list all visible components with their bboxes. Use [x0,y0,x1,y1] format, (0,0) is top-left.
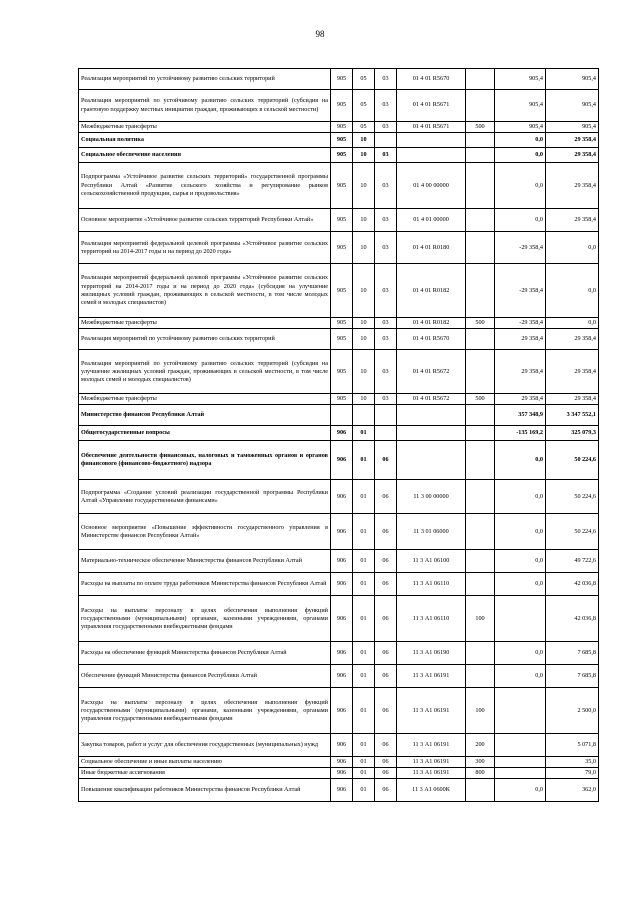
row-vr-cell [466,550,495,573]
row-vr-cell [466,148,495,163]
row-vr-cell [466,573,495,596]
row-vr-cell [466,779,495,802]
row-vr-cell [466,90,495,122]
row-name-cell: Обеспечение функций Министерства финансов Республики Алтай [79,665,331,688]
row-sum-total-cell: 29 358,4 [546,209,599,232]
row-name-cell: Реализация мероприятий по устойчивому развитию сельских территорий [79,69,331,90]
row-rz-cell: 01 [353,573,375,596]
row-name-cell: Расходы на выплаты персоналу в целях обеспечения выполнения функций государственными (муниципальными) органами, казенными учреждениями, органами управления государственными внебюджетными фондами [79,688,331,734]
row-vr-cell: 100 [466,596,495,642]
row-sum-total-cell: 42 036,8 [546,573,599,596]
row-csr-cell: 11 3 А1 0600К [397,779,466,802]
row-csr-cell: 11 3 А1 06100 [397,550,466,573]
row-name-cell: Материально-техническое обеспечение Министерства финансов Республики Алтай [79,550,331,573]
row-vr-cell [466,264,495,318]
budget-table [78,68,599,802]
row-name-cell: Расходы на выплаты по оплате труда работников Министерства финансов Республики Алтай [79,573,331,596]
row-pr-cell [375,133,397,148]
row-name-cell: Иные бюджетные ассигнования [79,768,331,779]
row-rz-cell: 01 [353,665,375,688]
row-rz-cell: 01 [353,734,375,757]
row-name-cell: Реализация мероприятий федеральной целевой программы «Устойчивое развитие сельских территорий на 2014-2017 годы и на период до 2020 года» (субсидия на улучшение жилищных условий граждан, проживающих в сельской местности, в том числе молодых семей и молодых специалистов) [79,264,331,318]
row-sum-total-cell: 29 358,4 [546,148,599,163]
row-name-cell: Реализация мероприятий федеральной целевой программы «Устойчивое развитие сельских территорий на 2014-2017 годы и на период до 2020 года» [79,232,331,264]
table-row [79,688,599,734]
table-row [79,69,599,90]
row-rz-cell: 01 [353,688,375,734]
row-ved-cell: 906 [331,688,353,734]
row-ved-cell: 905 [331,232,353,264]
row-vr-cell [466,480,495,514]
row-vr-cell: 800 [466,768,495,779]
row-sum-total-cell: 35,0 [546,757,599,768]
row-pr-cell: 06 [375,480,397,514]
row-sum-change-cell: 0,0 [495,133,546,148]
row-sum-total-cell: 5 071,8 [546,734,599,757]
row-vr-cell [466,426,495,441]
row-ved-cell: 906 [331,514,353,550]
row-rz-cell: 01 [353,757,375,768]
row-ved-cell: 905 [331,394,353,405]
row-sum-total-cell: 29 358,4 [546,394,599,405]
row-csr-cell: 11 3 А1 06191 [397,768,466,779]
table-row [79,426,599,441]
row-sum-total-cell: 29 358,4 [546,329,599,350]
row-rz-cell: 01 [353,480,375,514]
table-row [79,642,599,665]
row-ved-cell: 906 [331,757,353,768]
row-rz-cell: 01 [353,642,375,665]
row-pr-cell: 06 [375,665,397,688]
row-sum-change-cell: 29 358,4 [495,394,546,405]
row-pr-cell: 03 [375,122,397,133]
row-name-cell: Реализация мероприятий по устойчивому развитию сельских территорий (субсидия на грантовую поддержку местных инициатив граждан, проживающих в сельской местности) [79,90,331,122]
row-ved-cell: 906 [331,441,353,480]
table-row [79,264,599,318]
row-pr-cell: 06 [375,642,397,665]
row-vr-cell: 500 [466,394,495,405]
row-csr-cell: 01 4 01 R5671 [397,90,466,122]
row-ved-cell: 905 [331,122,353,133]
row-ved-cell: 906 [331,573,353,596]
row-csr-cell: 11 3 01 06000 [397,514,466,550]
row-pr-cell: 03 [375,318,397,329]
row-pr-cell: 06 [375,596,397,642]
row-pr-cell [375,426,397,441]
table-row [79,734,599,757]
row-sum-change-cell: 905,4 [495,122,546,133]
row-rz-cell: 10 [353,318,375,329]
row-vr-cell [466,232,495,264]
row-name-cell: Министерство финансов Республики Алтай [79,405,331,426]
row-csr-cell [397,148,466,163]
row-rz-cell: 10 [353,148,375,163]
row-vr-cell: 500 [466,318,495,329]
row-rz-cell: 01 [353,768,375,779]
table-row [79,350,599,394]
table-row [79,757,599,768]
row-pr-cell: 06 [375,514,397,550]
row-sum-total-cell: 905,4 [546,122,599,133]
row-csr-cell [397,426,466,441]
row-name-cell: Социальное обеспечение и иные выплаты населению [79,757,331,768]
row-rz-cell: 01 [353,596,375,642]
row-rz-cell: 01 [353,441,375,480]
row-vr-cell [466,133,495,148]
table-row [79,550,599,573]
row-rz-cell: 10 [353,264,375,318]
row-name-cell: Межбюджетные трансферты [79,318,331,329]
row-pr-cell: 03 [375,264,397,318]
table-row [79,133,599,148]
row-csr-cell: 01 4 01 R0182 [397,318,466,329]
row-csr-cell: 01 4 01 R0180 [397,232,466,264]
row-pr-cell: 06 [375,573,397,596]
row-name-cell: Подпрограмма «Устойчивое развитие сельских территорий» государственной программы Республики Алтай «Развитие сельского хозяйства и регулирование рынков сельскохозяйственной продукции, сырья и продовольствия» [79,163,331,209]
row-ved-cell: 905 [331,133,353,148]
table-row [79,779,599,802]
row-vr-cell [466,642,495,665]
table-row [79,318,599,329]
row-sum-total-cell: 29 358,4 [546,163,599,209]
row-sum-total-cell: 49 722,6 [546,550,599,573]
row-sum-change-cell: 0,0 [495,550,546,573]
row-name-cell: Общегосударственные вопросы [79,426,331,441]
row-pr-cell: 03 [375,350,397,394]
row-pr-cell: 03 [375,209,397,232]
row-sum-change-cell: 0,0 [495,163,546,209]
row-sum-total-cell: 0,0 [546,318,599,329]
row-rz-cell: 10 [353,329,375,350]
table-row [79,122,599,133]
row-vr-cell: 500 [466,122,495,133]
table-row [79,394,599,405]
row-sum-change-cell: 0,0 [495,148,546,163]
row-name-cell: Повышение квалификации работников Министерства финансов Республики Алтай [79,779,331,802]
row-pr-cell: 06 [375,441,397,480]
row-sum-change-cell: 0,0 [495,665,546,688]
row-name-cell: Основное мероприятие «Устойчивое развитие сельских территорий Республики Алтай» [79,209,331,232]
row-ved-cell: 905 [331,209,353,232]
row-sum-change-cell: 0,0 [495,779,546,802]
row-vr-cell [466,665,495,688]
row-sum-total-cell: 7 685,8 [546,642,599,665]
row-pr-cell: 03 [375,69,397,90]
row-rz-cell: 10 [353,163,375,209]
row-sum-change-cell: 0,0 [495,209,546,232]
row-sum-change-cell: 905,4 [495,90,546,122]
row-rz-cell: 10 [353,394,375,405]
row-pr-cell: 06 [375,768,397,779]
row-sum-total-cell: 325 079,3 [546,426,599,441]
row-sum-total-cell: 29 358,4 [546,133,599,148]
row-sum-total-cell: 79,0 [546,768,599,779]
row-pr-cell: 03 [375,163,397,209]
row-sum-change-cell [495,757,546,768]
row-csr-cell: 11 3 А1 06191 [397,734,466,757]
row-sum-change-cell [495,734,546,757]
row-csr-cell [397,405,466,426]
row-vr-cell: 100 [466,688,495,734]
row-csr-cell: 01 4 01 R5672 [397,394,466,405]
row-csr-cell: 01 4 01 R5670 [397,329,466,350]
row-rz-cell [353,405,375,426]
row-sum-change-cell: 0,0 [495,441,546,480]
row-ved-cell: 905 [331,350,353,394]
row-ved-cell: 906 [331,734,353,757]
row-sum-change-cell: 905,4 [495,69,546,90]
row-name-cell: Основное мероприятие «Повышение эффективности государственного управления в Министерстве финансов Республики Алтай» [79,514,331,550]
row-ved-cell: 905 [331,148,353,163]
row-rz-cell: 05 [353,90,375,122]
table-row [79,480,599,514]
row-ved-cell: 905 [331,318,353,329]
table-row [79,329,599,350]
row-pr-cell: 06 [375,734,397,757]
row-sum-change-cell [495,768,546,779]
row-sum-change-cell: -29 358,4 [495,232,546,264]
row-sum-total-cell: 42 036,8 [546,596,599,642]
row-name-cell: Закупка товаров, работ и услуг для обеспечения государственных (муниципальных) нужд [79,734,331,757]
row-vr-cell [466,514,495,550]
row-sum-total-cell: 50 224,6 [546,480,599,514]
row-sum-total-cell: 2 500,0 [546,688,599,734]
row-sum-total-cell: 29 358,4 [546,350,599,394]
row-sum-total-cell: 50 224,6 [546,441,599,480]
row-csr-cell: 11 3 А1 06191 [397,665,466,688]
table-row [79,768,599,779]
table-row [79,514,599,550]
row-pr-cell [375,405,397,426]
row-vr-cell [466,69,495,90]
table-row [79,232,599,264]
row-ved-cell: 905 [331,90,353,122]
table-row [79,665,599,688]
row-ved-cell: 906 [331,768,353,779]
row-name-cell: Социальная политика [79,133,331,148]
table-row [79,573,599,596]
row-sum-total-cell: 3 347 552,1 [546,405,599,426]
row-vr-cell [466,329,495,350]
row-sum-change-cell [495,688,546,734]
row-name-cell: Расходы на выплаты персоналу в целях обеспечения выполнения функций государственными (муниципальными) органами, казенными учреждениями, органами управления государственными внебюджетными фондами [79,596,331,642]
row-name-cell: Межбюджетные трансферты [79,122,331,133]
row-sum-change-cell: 29 358,4 [495,329,546,350]
row-sum-change-cell: 0,0 [495,480,546,514]
row-vr-cell [466,405,495,426]
row-csr-cell: 01 4 00 00000 [397,163,466,209]
row-csr-cell: 11 3 А1 06110 [397,573,466,596]
row-sum-change-cell: 0,0 [495,573,546,596]
row-sum-change-cell: 357 348,9 [495,405,546,426]
row-pr-cell: 06 [375,757,397,768]
row-pr-cell: 06 [375,779,397,802]
row-pr-cell: 06 [375,688,397,734]
row-sum-change-cell: 0,0 [495,514,546,550]
row-ved-cell: 906 [331,550,353,573]
row-ved-cell: 906 [331,596,353,642]
row-rz-cell: 10 [353,209,375,232]
row-ved-cell: 905 [331,264,353,318]
row-name-cell: Подпрограмма «Создание условий реализации государственной программы Республики Алтай «Управление государственными финансами» [79,480,331,514]
row-vr-cell: 300 [466,757,495,768]
row-pr-cell: 03 [375,329,397,350]
row-pr-cell: 03 [375,394,397,405]
row-vr-cell [466,350,495,394]
row-sum-total-cell: 905,4 [546,90,599,122]
row-sum-total-cell: 905,4 [546,69,599,90]
row-name-cell: Реализация мероприятий по устойчивому развитию сельских территорий [79,329,331,350]
row-name-cell: Обеспечение деятельности финансовых, налоговых и таможенных органов и органов финансового (финансово-бюджетного) надзора [79,441,331,480]
row-sum-total-cell: 7 685,8 [546,665,599,688]
row-sum-total-cell: 0,0 [546,264,599,318]
row-pr-cell: 03 [375,232,397,264]
row-ved-cell: 906 [331,665,353,688]
row-sum-change-cell: 0,0 [495,642,546,665]
row-pr-cell: 03 [375,148,397,163]
row-ved-cell: 905 [331,329,353,350]
row-csr-cell: 01 4 01 00000 [397,209,466,232]
row-ved-cell: 905 [331,69,353,90]
row-rz-cell: 05 [353,122,375,133]
row-name-cell: Межбюджетные трансферты [79,394,331,405]
table-row [79,596,599,642]
row-ved-cell [331,405,353,426]
table-row [79,441,599,480]
row-ved-cell: 906 [331,426,353,441]
table-row [79,209,599,232]
row-name-cell: Социальное обеспечение населения [79,148,331,163]
table-row [79,405,599,426]
table-row [79,90,599,122]
row-vr-cell [466,163,495,209]
table-row [79,163,599,209]
row-csr-cell: 01 4 01 R0182 [397,264,466,318]
row-csr-cell: 11 3 А1 06191 [397,688,466,734]
row-pr-cell: 06 [375,550,397,573]
row-vr-cell: 200 [466,734,495,757]
row-csr-cell: 11 3 А1 06191 [397,757,466,768]
row-name-cell: Расходы на обеспечение функций Министерства финансов Республики Алтай [79,642,331,665]
row-rz-cell: 05 [353,69,375,90]
row-ved-cell: 906 [331,779,353,802]
row-sum-change-cell: -29 358,4 [495,318,546,329]
row-csr-cell: 01 4 01 R5671 [397,122,466,133]
row-ved-cell: 906 [331,480,353,514]
row-csr-cell: 11 3 А1 06110 [397,596,466,642]
row-csr-cell: 11 3 А1 06190 [397,642,466,665]
row-rz-cell: 01 [353,514,375,550]
row-sum-total-cell: 0,0 [546,232,599,264]
row-ved-cell: 906 [331,642,353,665]
row-ved-cell: 905 [331,163,353,209]
row-rz-cell: 01 [353,779,375,802]
page-number: 98 [315,29,325,39]
row-csr-cell: 11 3 00 00000 [397,480,466,514]
row-sum-total-cell: 50 224,6 [546,514,599,550]
table-row [79,148,599,163]
row-sum-change-cell: -29 358,4 [495,264,546,318]
row-vr-cell [466,209,495,232]
row-rz-cell: 01 [353,426,375,441]
row-csr-cell: 01 4 01 R5672 [397,350,466,394]
row-sum-total-cell: 362,0 [546,779,599,802]
row-csr-cell [397,441,466,480]
row-rz-cell: 10 [353,350,375,394]
row-rz-cell: 10 [353,133,375,148]
row-sum-change-cell [495,596,546,642]
row-name-cell: Реализация мероприятий по устойчивому развитию сельских территорий (субсидия на улучшение жилищных условий граждан, проживающих в сельской местности, в том числе молодых семей и молодых специалистов) [79,350,331,394]
row-sum-change-cell: 29 358,4 [495,350,546,394]
row-csr-cell: 01 4 01 R5670 [397,69,466,90]
row-pr-cell: 03 [375,90,397,122]
row-csr-cell [397,133,466,148]
row-rz-cell: 10 [353,232,375,264]
row-vr-cell [466,441,495,480]
row-rz-cell: 01 [353,550,375,573]
row-sum-change-cell: -135 169,2 [495,426,546,441]
